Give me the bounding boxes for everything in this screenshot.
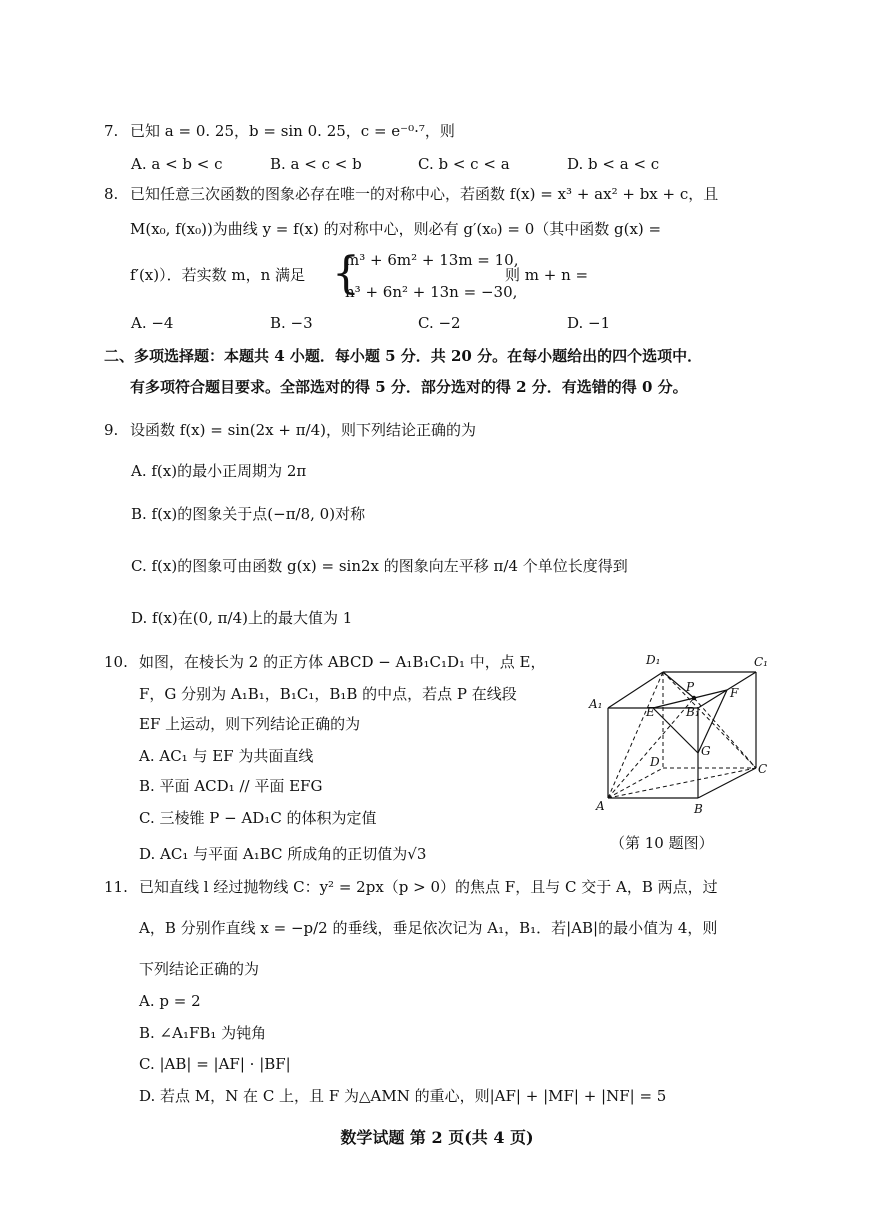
edge-BC <box>698 768 756 798</box>
edge-A1D1 <box>608 672 663 708</box>
diag-AC <box>608 768 756 798</box>
figure-caption: （第 10 题图） <box>610 834 714 852</box>
label-F: F <box>730 686 739 700</box>
q8-system-eq1: m³ + 6m² + 13m = 10, <box>345 251 519 269</box>
q8-option-c: C. −2 <box>418 314 461 332</box>
q7-option-d: D. b < a < c <box>567 155 660 173</box>
q10-option-a: A. AC₁ 与 EF 为共面直线 <box>139 747 314 765</box>
q8-option-d: D. −1 <box>567 314 611 332</box>
section2-heading-line2: 有多项符合题目要求。全部选对的得 5 分．部分选对的得 2 分．有选错的得 0 分。 <box>130 378 688 396</box>
system-brace: { <box>332 248 360 299</box>
q7-option-c: C. b < c < a <box>418 155 510 173</box>
edge-AD <box>608 768 663 798</box>
q8-line2: M(x₀, f(x₀))为曲线 y = f(x) 的对称中心，则必有 g′(x₀) = 0（其中函数 g(x) = <box>130 220 662 238</box>
label-D: D <box>650 755 660 769</box>
q10-line1: 如图，在棱长为 2 的正方体 ABCD − A₁B₁C₁D₁ 中，点 E， <box>139 653 546 671</box>
q10-line2: F，G 分别为 A₁B₁，B₁C₁，B₁B 的中点，若点 P 在线段 <box>139 685 517 703</box>
q11-number: 11. <box>104 878 128 896</box>
q9-option-c: C. f(x)的图象可由函数 g(x) = sin2x 的图象向左平移 π/4 个单位长度得到 <box>131 557 628 575</box>
label-A1: A₁ <box>589 697 603 711</box>
label-G: G <box>701 744 711 758</box>
q11-option-a: A. p = 2 <box>139 992 201 1010</box>
q7-number: 7. <box>104 122 119 140</box>
q11-option-d: D. 若点 M，N 在 C 上，且 F 为△AMN 的重心，则|AF| + |MF| + |NF| = 5 <box>139 1087 667 1105</box>
q10-line3: EF 上运动，则下列结论正确的为 <box>139 715 361 733</box>
label-C: C <box>758 762 768 776</box>
q11-line3: 下列结论正确的为 <box>139 960 260 978</box>
q8-line3a: f′(x)）．若实数 m，n 满足 <box>130 266 306 284</box>
point-P <box>692 696 696 700</box>
q8-line3b: 则 m + n = <box>505 266 589 284</box>
q8-number: 8. <box>104 185 119 203</box>
q9-number: 9. <box>104 421 119 439</box>
q9-option-b: B. f(x)的图象关于点(−π/8, 0)对称 <box>131 505 366 523</box>
q7-option-b: B. a < c < b <box>270 155 362 173</box>
q11-option-c: C. |AB| = |AF| · |BF| <box>139 1055 291 1073</box>
section2-heading-line1: 二、多项选择题：本题共 4 小题．每小题 5 分．共 20 分。在每小题给出的四个选项中． <box>104 347 703 365</box>
page-footer: 数学试题 第 2 页(共 4 页) <box>340 1128 534 1147</box>
diag-AD1 <box>608 672 663 798</box>
q10-option-c: C. 三棱锥 P − AD₁C 的体积为定值 <box>139 809 377 827</box>
q8-line1: 已知任意三次函数的图象必存在唯一的对称中心，若函数 f(x) = x³ + ax² + bx + c，且 <box>130 185 719 203</box>
q10-number: 10. <box>104 653 128 671</box>
label-B: B <box>694 802 703 816</box>
q7-stem: 已知 a = 0. 25，b = sin 0. 25，c = e⁻⁰·⁷，则 <box>130 122 455 140</box>
q11-line1: 已知直线 l 经过抛物线 C：y² = 2px（p > 0）的焦点 F，且与 C 交于 A，B 两点，过 <box>139 878 718 896</box>
q8-system-eq2: n³ + 6n² + 13n = −30, <box>345 283 518 301</box>
label-B1: B₁ <box>686 705 700 719</box>
label-D1: D₁ <box>646 653 661 667</box>
q9-option-a: A. f(x)的最小正周期为 2π <box>131 462 307 480</box>
label-A: A <box>596 799 605 813</box>
label-P: P <box>686 680 695 694</box>
q11-line2: A，B 分别作直线 x = −p/2 的垂线，垂足依次记为 A₁，B₁．若|AB|的最小值为 4，则 <box>139 919 718 937</box>
q8-option-b: B. −3 <box>270 314 313 332</box>
q10-option-b: B. 平面 ACD₁ // 平面 EFG <box>139 777 323 795</box>
label-E: E <box>646 705 655 719</box>
q9-option-d: D. f(x)在(0, π/4)上的最大值为 1 <box>131 609 353 627</box>
q7-option-a: A. a < b < c <box>131 155 223 173</box>
cube-figure <box>588 650 778 830</box>
q8-option-a: A. −4 <box>131 314 174 332</box>
q9-stem: 设函数 f(x) = sin(2x + π/4)，则下列结论正确的为 <box>130 421 477 439</box>
q10-option-d: D. AC₁ 与平面 A₁BC 所成角的正切值为√3 <box>139 845 427 863</box>
q11-option-b: B. ∠A₁FB₁ 为钝角 <box>139 1024 267 1042</box>
label-C1: C₁ <box>754 655 768 669</box>
